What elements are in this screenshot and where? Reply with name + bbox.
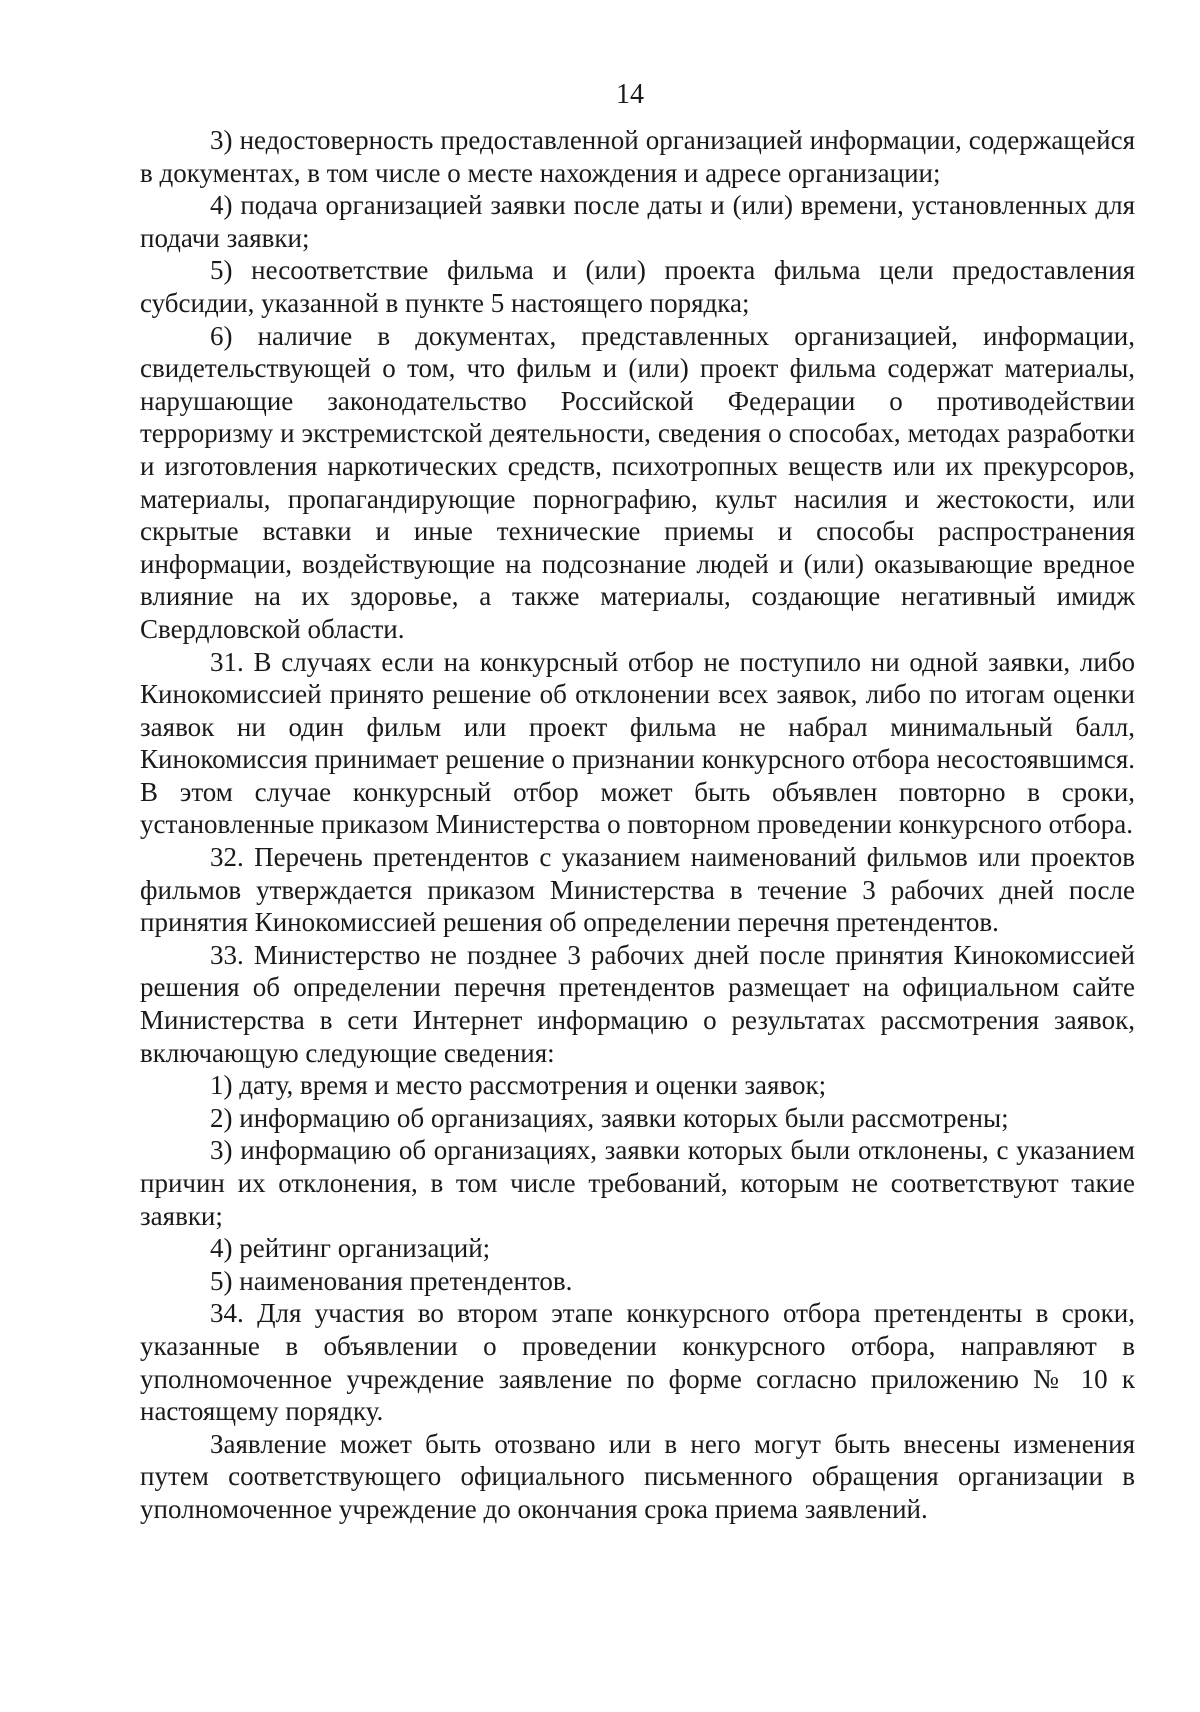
list-item-reviewed-organizations: 2) информацию об организациях, заявки которых были рассмотрены; xyxy=(210,1102,1009,1133)
paragraph-item-3-inaccurate-info: 3) недостоверность предоставленной организацией информации, содержащейся в документах, в том числе о месте нахождения и адресе организации; xyxy=(140,125,1135,188)
paragraph-clause-34: 34. Для участия во втором этапе конкурсного отбора претенденты в сроки, указанные в объявлении о проведении конкурсного отбора, направляют в уполномоченное учреждение заявление по форме согласно приложению № 10 к настоящему порядку. xyxy=(140,1298,1135,1427)
paragraph-clause-31: 31. В случаях если на конкурсный отбор не поступило ни одной заявки, либо Кинокомиссией принято решение об отклонении всех заявок, либо по итогам оценки заявок ни один фильм или проект фильма не набрал минимальный балл, Кинокомиссия принимает решение о признании конкурсного отбора несостоявшимся. В этом случае конкурсный отбор может быть объявлен повторно в сроки, установленные приказом Министерства о повторном проведении конкурсного отбора. xyxy=(140,646,1135,840)
list-item-date-time-place: 1) дату, время и место рассмотрения и оценки заявок; xyxy=(210,1070,827,1101)
paragraph-application-withdrawal: Заявление может быть отозвано или в него могут быть внесены изменения путем соответствующего официального письменного обращения организации в уполномоченное учреждение до окончания срока приема заявлений. xyxy=(140,1428,1135,1524)
list-item-rating: 4) рейтинг организаций; xyxy=(210,1233,491,1264)
list-item-rejected-organizations: 3) информацию об организациях, заявки которых были отклонены, с указанием причин их отклонения, в том числе требований, которым не соответствуют такие заявки; xyxy=(140,1135,1135,1231)
page-number: 14 xyxy=(616,79,644,110)
paragraph-item-5-purpose-mismatch: 5) несоответствие фильма и (или) проекта фильма цели предоставления субсидии, указанной в пункте 5 настоящего порядка; xyxy=(140,255,1135,318)
paragraph-item-6-prohibited-content: 6) наличие в документах, представленных организацией, информации, свидетельствующей о том, что фильм и (или) проект фильма содержат материалы, нарушающие законодательство Российской Федерации о противодействии терроризму и экстремистской деятельности, сведения о способах, методах разработки и изготовления наркотических средств, психотропных веществ или их прекурсоров, материалы, пропагандирующие порнографию, культ насилия и жестокости, или скрытые вставки и иные технические приемы и способы распространения информации, воздействующие на подсознание людей и (или) оказывающие вредное влияние на их здоровье, а также материалы, создающие негативный имидж Свердловской области. xyxy=(140,320,1135,644)
document-body xyxy=(140,124,1135,1526)
list-item-applicant-names: 5) наименования претендентов. xyxy=(210,1265,573,1296)
paragraph-clause-32: 32. Перечень претендентов с указанием наименований фильмов или проектов фильмов утверждается приказом Министерства в течение 3 рабочих дней после принятия Кинокомиссией решения об определении перечня претендентов. xyxy=(140,842,1135,938)
paragraph-item-4-late-submission: 4) подача организацией заявки после даты и (или) времени, установленных для подачи заявки; xyxy=(140,190,1135,253)
paragraph-clause-33: 33. Министерство не позднее 3 рабочих дней после принятия Кинокомиссией решения об определении перечня претендентов размещает на официальном сайте Министерства в сети Интернет информацию о результатах рассмотрения заявок, включающую следующие сведения: xyxy=(140,939,1135,1068)
